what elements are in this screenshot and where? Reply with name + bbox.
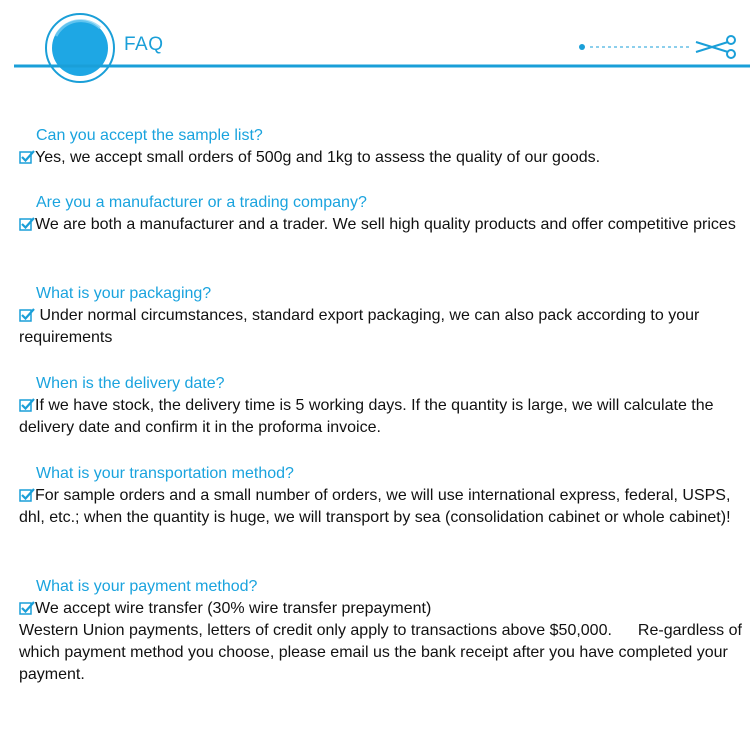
faq-item-transportation: [0, 463, 750, 529]
faq-item-delivery: [0, 373, 750, 439]
faq-answer: If we have stock, the delivery time is 5 working days. If the quantity is large, we will calculate the delivery date and confirm it in the proforma invoice.: [19, 397, 714, 436]
dot-icon: [579, 44, 585, 50]
faq-answer: We are both a manufacturer and a trader. We sell high quality products and offer competitive prices: [19, 214, 747, 236]
faq-question: What is your transportation method?: [36, 465, 294, 482]
faq-item-manufacturer: [0, 192, 750, 236]
checkbox-icon: [19, 397, 35, 412]
faq-item-payment: [0, 576, 750, 686]
checkbox-icon: [19, 216, 35, 231]
faq-question: When is the delivery date?: [36, 375, 225, 392]
faq-answer: Under normal circumstances, standard export packaging, we can also pack according to your requirements: [19, 307, 700, 346]
checkbox-icon: [19, 307, 35, 322]
faq-question: Can you accept the sample list?: [36, 127, 263, 144]
faq-item-packaging: [0, 283, 750, 349]
payment-line-1: We accept wire transfer (30% wire transfer prepayment): [35, 600, 432, 617]
checkbox-icon: [19, 487, 35, 502]
payment-line-2: Western Union payments, letters of credit only apply to transactions above $50,000.: [19, 622, 612, 639]
payment-line-3: Re-gardless of which payment method you choose, please email us the bank receipt after you have completed your payment.: [19, 622, 742, 683]
faq-answer: Yes, we accept small orders of 500g and 1kg to assess the quality of our goods.: [19, 147, 747, 169]
checkbox-icon: [19, 600, 35, 615]
faq-item-sample-list: [0, 125, 750, 169]
header-graphic: [0, 0, 750, 90]
faq-answer: For sample orders and a small number of orders, we will use international express, federal, USPS, dhl, etc.; when the quantity is huge, we will transport by sea (consolidation cabinet or whole cabinet)!: [19, 487, 731, 526]
faq-question: What is your packaging?: [36, 285, 212, 302]
scissors-icon: [696, 36, 735, 58]
checkbox-icon: [19, 149, 35, 164]
faq-header: [0, 0, 750, 90]
faq-title: FAQ: [124, 34, 164, 55]
faq-answer: [19, 598, 747, 686]
faq-question: What is your payment method?: [36, 578, 258, 595]
faq-question: Are you a manufacturer or a trading company?: [36, 194, 367, 211]
